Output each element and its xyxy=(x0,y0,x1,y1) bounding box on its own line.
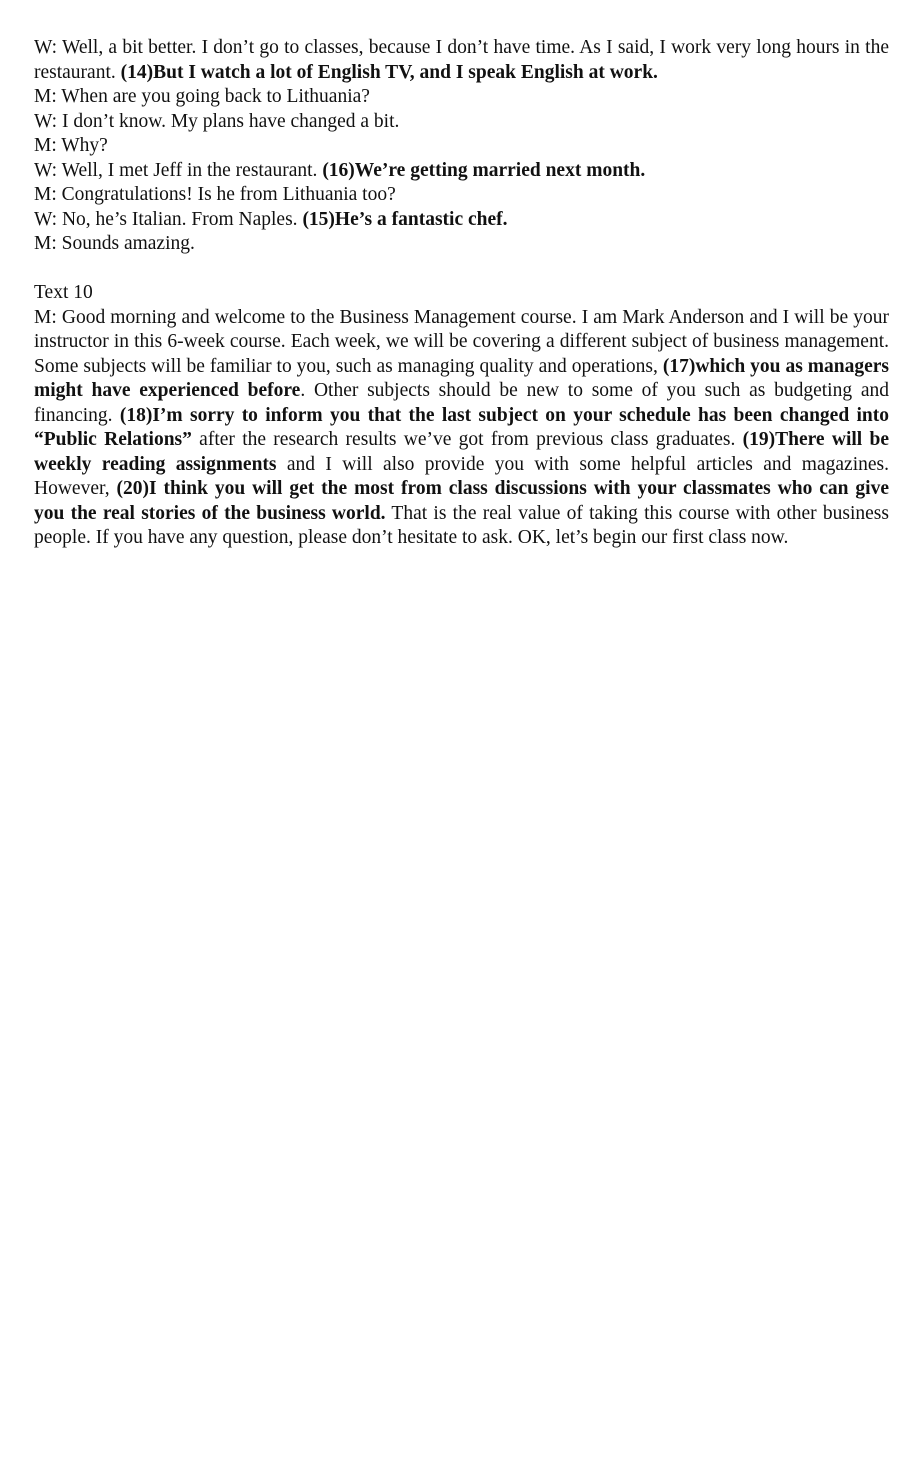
dialogue-line: M: When are you going back to Lithuania? xyxy=(34,86,370,107)
document-page xyxy=(34,36,889,551)
dialogue-line: M: Sounds amazing. xyxy=(34,233,195,254)
answer-19: (19)There will be weekly reading assignments xyxy=(34,429,889,475)
dialogue-line: W: No, he’s Italian. From Naples. (15)He’s a fantastic chef. xyxy=(34,208,508,230)
dialogue-line: M: Congratulations! Is he from Lithuania too? xyxy=(34,184,396,205)
dialogue-line: M: Why? xyxy=(34,135,108,156)
section-gap xyxy=(34,257,889,282)
answer-17: (17)which you as managers might have experienced before xyxy=(34,355,889,401)
answer-14: (14)But I watch a lot of English TV, and I speak English at work. xyxy=(120,61,658,83)
section-heading: Text 10 xyxy=(34,282,93,303)
answer-16: (16)We’re getting married next month. xyxy=(322,159,646,181)
answer-18: (18)I’m sorry to inform you that the last subject on your schedule has been changed into “Public Relations” xyxy=(34,404,889,450)
dialogue-line: W: Well, a bit better. I don’t go to classes, because I don’t have time. As I said, I work very long hours in the restaurant. (14)But I watch a lot of English TV, and I speak English at work. xyxy=(34,37,889,83)
answer-15: (15)He’s a fantastic chef. xyxy=(302,208,508,230)
answer-20: (20)I think you will get the most from class discussions with your classmates who can give you the real stories of the business world. xyxy=(34,478,890,524)
monologue-paragraph: M: Good morning and welcome to the Business Management course. I am Mark Anderson and I will be your instructor in this 6-week course. Each week, we will be covering a different subject of business management. Some subjects will be familiar to you, such as managing quality and operations, (17)which you as managers might have experienced before. Other subjects should be new to some of you such as budgeting and financing. (18)I’m sorry to inform you that the last subject on your schedule has been changed into “Public Relations” after the research results we’ve got from previous class graduates. (19)There will be weekly reading assignments and I will also provide you with some helpful articles and magazines. However, (20)I think you will get the most from class discussions with your classmates who can give you the real stories of the business world. That is the real value of taking this course with other business people. If you have any question, please don’t hesitate to ask. OK, let’s begin our first class now. xyxy=(34,306,890,548)
dialogue-line: W: Well, I met Jeff in the restaurant. (16)We’re getting married next month. xyxy=(34,159,646,181)
dialogue-line: W: I don’t know. My plans have changed a bit. xyxy=(34,110,400,132)
